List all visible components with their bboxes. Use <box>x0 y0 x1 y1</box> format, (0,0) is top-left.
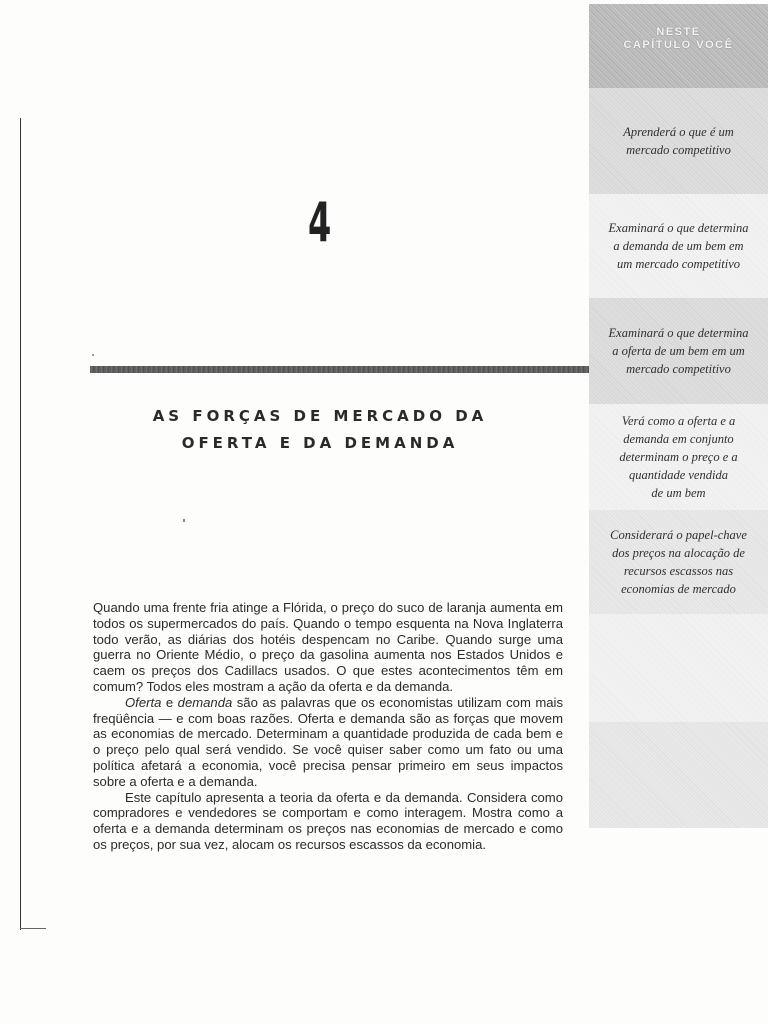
paragraph-1: Quando uma frente fria atinge a Flórida, o preço do suco de laranja aumenta em todos os supermercados do país. Quando o tempo esquenta na Nova Inglaterra todo verão, as diárias dos hotéis despencam no Caribe. Quando surge uma guerra no Oriente Médio, o preço da gasolina aumenta nos Estados Unidos e caem os preços dos Cadillacs usados. O que estes acontecimentos têm em comum? Todos eles mostram a ação da oferta e da demanda. <box>93 600 563 694</box>
objective-3-line-2: a oferta de um bem em um <box>612 344 745 358</box>
objective-3-line-3: mercado competitivo <box>626 362 731 376</box>
term-demanda: demanda <box>177 694 233 710</box>
term-connector: e <box>161 694 178 710</box>
objective-4-line-4: quantidade vendida <box>629 468 728 482</box>
chapter-divider-band <box>90 366 590 373</box>
objective-item-3 <box>589 298 768 404</box>
paragraph-3: Este capítulo apresenta a teoria da oferta e da demanda. Considera como compradores e vendedores se comportam e como interagem. Mostra como a oferta e a demanda determinam os preços nas economias de mercado e como os preços, por sua vez, alocam os recursos escassos da economia. <box>93 789 563 852</box>
chapter-title-line-1: AS FORÇAS DE MERCADO DA <box>152 407 488 425</box>
objective-1-line-1: Aprenderá o que é um <box>623 125 734 139</box>
objective-4-line-2: demanda em conjunto <box>623 432 734 446</box>
objective-2-line-1: Examinará o que determina <box>608 221 749 235</box>
sidebar-header <box>589 4 768 88</box>
objective-item-5 <box>589 510 768 614</box>
chapter-title <box>150 403 490 457</box>
objective-2-line-2: a demanda de um bem em <box>613 239 744 253</box>
objective-5-line-3: recursos escassos nas <box>623 564 734 578</box>
objective-2-line-3: um mercado competitivo <box>616 257 741 271</box>
objective-4-line-5: de um bem <box>651 486 706 500</box>
margin-tick <box>20 928 46 929</box>
objective-5-line-2: dos preços na alocação de <box>612 546 745 560</box>
sidebar-empty-box-2 <box>589 722 768 828</box>
term-oferta: Oferta <box>125 694 162 710</box>
sidebar-empty-box-1 <box>589 614 768 722</box>
objective-5-line-1: Considerará o papel-chave <box>610 528 747 542</box>
chapter-intro-text <box>93 600 563 853</box>
objective-5-line-4: economias de mercado <box>621 582 736 596</box>
stray-mark <box>183 519 185 522</box>
sidebar-header-line-2: CAPÍTULO VOCÊ <box>623 39 734 51</box>
chapter-number: 4 <box>308 191 332 254</box>
objective-4-line-3: determinam o preço e a <box>619 450 738 464</box>
objective-item-2 <box>589 194 768 298</box>
page-margin-rule <box>20 118 21 930</box>
objective-item-1 <box>589 88 768 194</box>
objective-4-line-1: Verá como a oferta e a <box>621 414 736 428</box>
objective-3-line-1: Examinará o que determina <box>608 326 749 340</box>
sidebar-header-line-1: NESTE <box>656 26 701 38</box>
objective-1-line-2: mercado competitivo <box>626 143 731 157</box>
paragraph-2-rest: são as palavras que os economistas utilizam com mais freqüência — e com boas razões. Oferta e demanda são as forças que movem as economias de mercado. Determinam a quantidade produzida de cada bem e o preço pelo qual será vendido. Se você quiser saber como um fato ou uma política afetará a economia, você precisa pensar primeiro em seus impactos sobre a oferta e a demanda. <box>93 694 564 789</box>
paragraph-2 <box>93 695 563 790</box>
chapter-title-line-2: OFERTA E DA DEMANDA <box>181 434 459 452</box>
chapter-objectives-sidebar <box>589 0 768 1024</box>
stray-dot <box>92 354 94 356</box>
objective-item-4 <box>589 404 768 510</box>
